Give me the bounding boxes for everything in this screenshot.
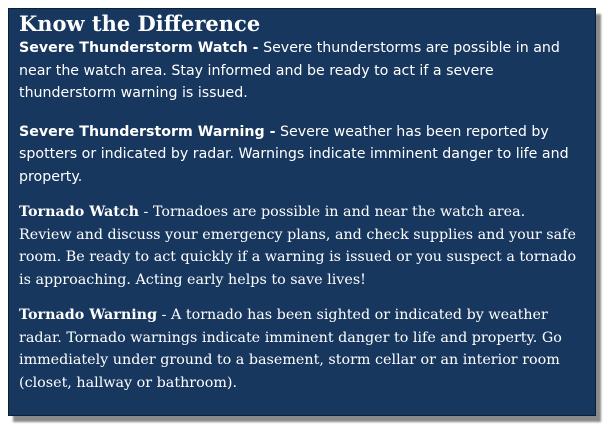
spacer [19, 291, 595, 304]
entry-severe-thunderstorm-warning [19, 121, 595, 189]
panel-title: Know the Difference [19, 11, 261, 36]
entry-tornado-warning [19, 304, 595, 394]
entry-text: Severe weather has been reported by spotters or indicated by radar. Warnings indicate imminent danger to life and property. [19, 123, 569, 185]
entry-severe-thunderstorm-watch [19, 37, 595, 105]
entry-text: - A tornado has been sighted or indicated by weather radar. Tornado warnings indicate imminent danger to life and property. Go immediately under ground to a basement, storm cellar or an interior room (closet, hallway or bathroom). [19, 307, 562, 391]
spacer [19, 105, 595, 121]
entry-term: Tornado Warning [19, 307, 158, 323]
spacer [19, 188, 595, 201]
entry-text: - Tornadoes are possible in and near the watch area. Review and discuss your emergency plans, and check supplies and your safe room. Be ready to act quickly if a warning is issued or you suspect a tornado is approaching. Acting early helps to save lives! [19, 204, 577, 288]
entry-text: Severe thunderstorms are possible in and near the watch area. Stay informed and be ready to act if a severe thunderstorm warning is issued. [19, 40, 560, 101]
info-panel [8, 8, 596, 416]
entry-term: Severe Thunderstorm Warning - [19, 123, 276, 140]
entry-term: Tornado Watch [19, 204, 140, 220]
entry-tornado-watch [19, 201, 595, 291]
entry-term: Severe Thunderstorm Watch - [19, 40, 259, 56]
